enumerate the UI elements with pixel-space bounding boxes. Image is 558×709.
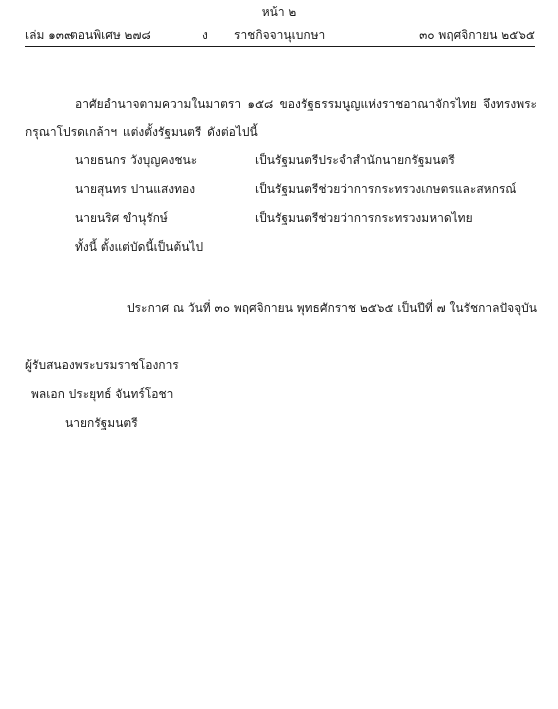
header-date: ๓๐ พฤศจิกายน ๒๕๖๕ [419, 28, 535, 42]
effective-clause: ทั้งนี้ ตั้งแต่บัดนี้เป็นต้นไป [75, 240, 204, 254]
appointment-row [75, 151, 545, 171]
appointee-position: เป็นรัฐมนตรีช่วยว่าการกระทรวงมหาดไทย [255, 211, 473, 225]
appointee-name: นายนริศ ขำนุรักษ์ [75, 211, 168, 225]
signer-title: นายกรัฐมนตรี [65, 416, 138, 430]
appointee-name: นายธนกร วังบุญคงชนะ [75, 153, 198, 167]
intro-text: อาศัยอำนาจตามความในมาตรา ๑๕๘ ของรัฐธรรมนูญแห่งราชอาณาจักรไทย จึงทรงพระกรุณาโปรดเกล้าฯ แต่งตั้งรัฐมนตรี ดังต่อไปนี้ [25, 97, 537, 139]
appointee-position: เป็นรัฐมนตรีช่วยว่าการกระทรวงเกษตรและสหกรณ์ [255, 182, 517, 196]
appointment-row [75, 209, 545, 229]
countersign-label: ผู้รับสนองพระบรมราชโองการ [25, 358, 179, 372]
signer-name: พลเอก ประยุทธ์ จันทร์โอชา [31, 387, 174, 401]
header-volume: เล่ม ๑๓๙ [25, 28, 73, 42]
appointee-name: นายสุนทร ปานแสงทอง [75, 182, 196, 196]
page-number: หน้า ๒ [261, 5, 297, 19]
proclamation-date: ประกาศ ณ วันที่ ๓๐ พฤศจิกายน พุทธศักราช ๒๕๖๕ เป็นปีที่ ๗ ในรัชกาลปัจจุบัน [126, 301, 537, 315]
appointment-row [75, 180, 545, 200]
header-gazette-name: ราชกิจจานุเบกษา [234, 28, 326, 42]
header-section: ง [202, 28, 208, 42]
header-special-issue: ตอนพิเศษ ๒๗๘ [70, 28, 151, 42]
gazette-header [25, 26, 535, 44]
intro-paragraph [25, 90, 537, 146]
header-rule [25, 46, 535, 47]
appointee-position: เป็นรัฐมนตรีประจำสำนักนายกรัฐมนตรี [255, 153, 455, 167]
